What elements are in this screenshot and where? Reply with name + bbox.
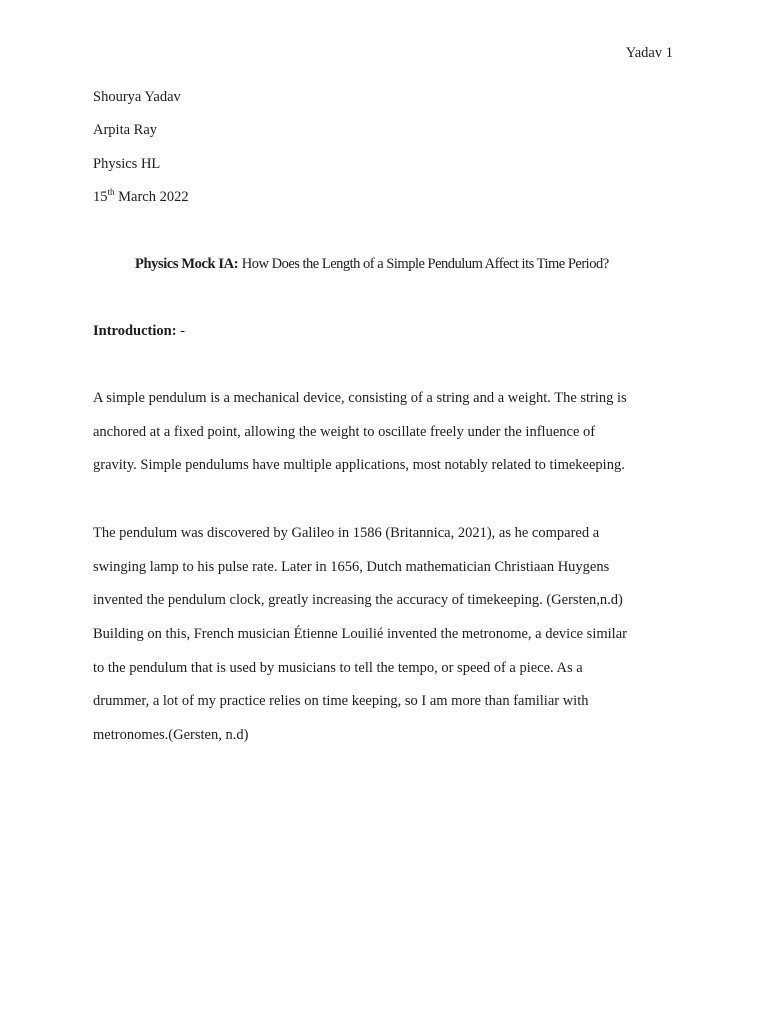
paragraph-line: The pendulum was discovered by Galileo in 1586 (Britannica, 2021), as he compared a (93, 525, 600, 541)
paragraph-line: swinging lamp to his pulse rate. Later in 1656, Dutch mathematician Christiaan Huygens (93, 558, 610, 575)
paragraph-line: gravity. Simple pendulums have multiple applications, most notably related to timekeeping. (93, 457, 625, 474)
student-name: Shourya Yadav (93, 89, 181, 105)
title-question: How Does the Length of a Simple Pendulum Affect its Time Period? (241, 256, 609, 272)
document-date (93, 187, 189, 207)
course-name: Physics HL (93, 156, 161, 172)
date-ordinal: th (107, 187, 115, 197)
running-header: Yadav 1 (625, 45, 673, 61)
paragraph-line: Building on this, French musician Étienne Louilié invented the metronome, a device similar (93, 626, 627, 643)
teacher-name: Arpita Ray (93, 122, 158, 138)
introduction-paragraph-2 (93, 523, 673, 759)
title-label: Physics Mock IA: (135, 256, 239, 272)
introduction-heading (93, 321, 185, 341)
introduction-heading-suffix: - (176, 323, 185, 339)
paragraph-line: drummer, a lot of my practice relies on time keeping, so I am more than familiar with (93, 693, 589, 710)
paragraph-line: to the pendulum that is used by musicians to tell the tempo, or speed of a piece. As a (93, 659, 583, 676)
document-title (135, 254, 609, 274)
paragraph-line: metronomes.(Gersten, n.d) (93, 727, 249, 744)
paragraph-line: anchored at a fixed point, allowing the weight to oscillate freely under the influence of (93, 423, 596, 440)
paragraph-line: invented the pendulum clock, greatly increasing the accuracy of timekeeping. (Gersten,n.d) (93, 592, 623, 609)
paragraph-line: A simple pendulum is a mechanical device, consisting of a string and a weight. The string is (93, 390, 627, 406)
date-month-year: March 2022 (114, 189, 189, 205)
introduction-paragraph-1 (93, 388, 673, 489)
introduction-heading-text: Introduction: (93, 323, 177, 339)
date-day: 15 (93, 189, 108, 205)
